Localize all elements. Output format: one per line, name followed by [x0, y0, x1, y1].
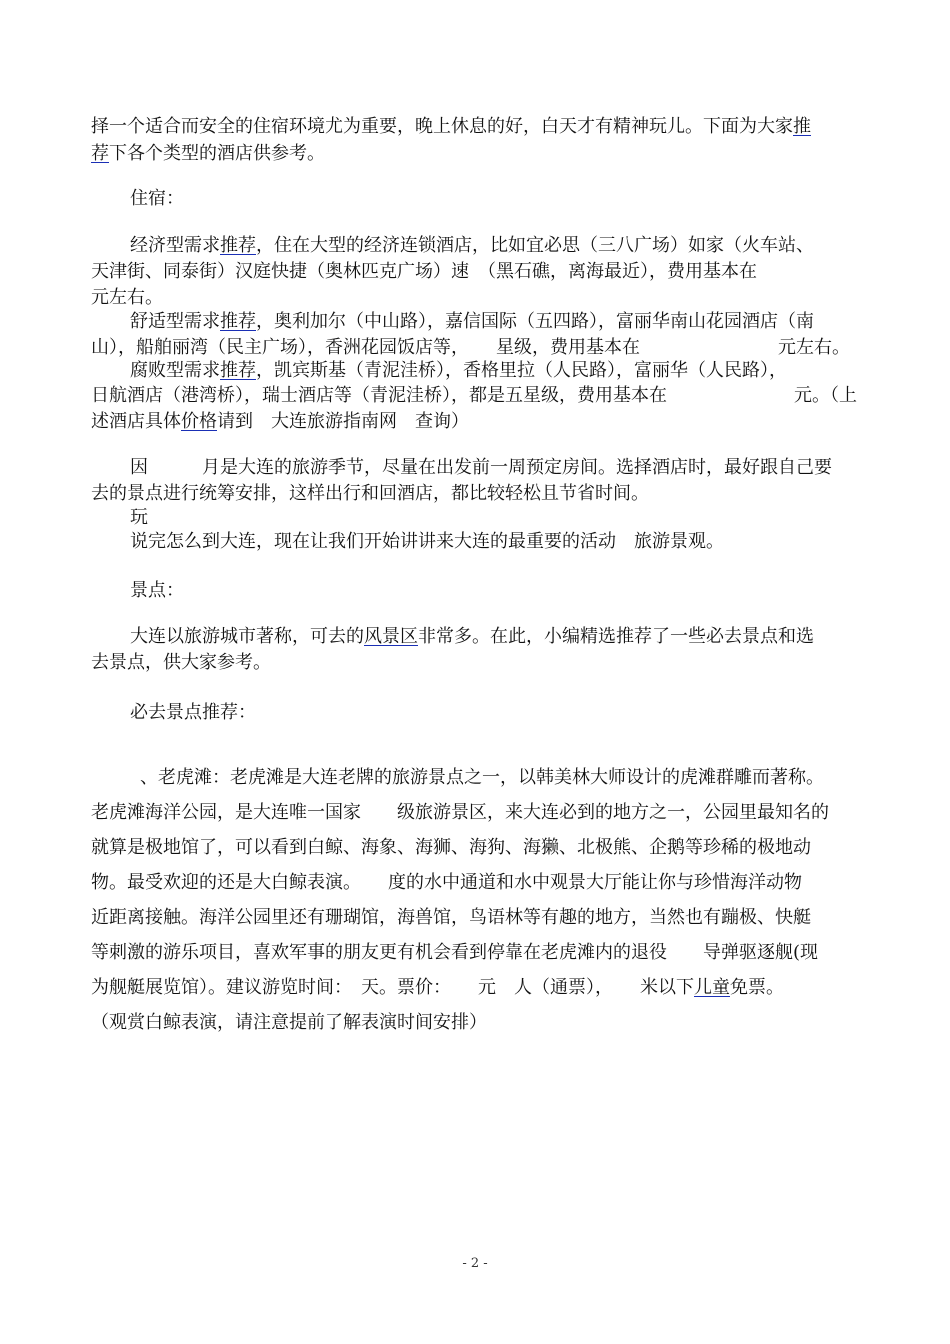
intro-line-2: 荐下各个类型的酒店供参考。 [91, 143, 325, 164]
economy-line-2: 天津街、同泰街）汉庭快捷（奥林匹克广场）速 （黑石礁，离海最近），费用基本在 [91, 261, 757, 282]
recommend-link[interactable]: 荐 [91, 143, 109, 164]
recommend-link[interactable]: 推荐 [220, 235, 256, 256]
tiger-beach-line-3: 就算是极地馆了，可以看到白鲸、海象、海狮、海狗、海獭、北极熊、企鹅等珍稀的极地动 [91, 837, 811, 858]
play-heading: 玩 [130, 507, 148, 528]
spots-line-1: 大连以旅游城市著称，可去的风景区非常多。在此，小编精选推荐了一些必去景点和选 [130, 626, 814, 647]
season-line-1: 因 月是大连的旅游季节，尽量在出发前一周预定房间。选择酒店时，最好跟自己要 [130, 457, 832, 478]
page-number: - 2 - [462, 1256, 488, 1271]
comfort-line-2b: 元左右。 [778, 337, 850, 358]
recommend-link[interactable]: 推 [793, 116, 811, 137]
recommend-link[interactable]: 推荐 [220, 360, 256, 381]
economy-line-3: 元左右。 [91, 287, 163, 308]
scenic-area-link[interactable]: 风景区 [364, 626, 418, 647]
must-see-heading: 必去景点推荐： [130, 702, 256, 723]
economy-line-1: 经济型需求推荐，住在大型的经济连锁酒店，比如宜必思（三八广场）如家（火车站、 [130, 235, 814, 256]
tiger-beach-line-7: 为舰艇展览馆）。建议游览时间： 天。票价： 元 人（通票）， 米以下儿童免票。 [91, 977, 784, 998]
spots-heading: 景点： [130, 580, 184, 601]
play-intro: 说完怎么到大连，现在让我们开始讲讲来大连的最重要的活动 旅游景观。 [130, 531, 724, 552]
luxury-line-3: 述酒店具体价格请到 大连旅游指南网 查询） [91, 411, 469, 432]
spots-line-2: 去景点，供大家参考。 [91, 652, 271, 673]
tiger-beach-line-6: 等刺激的游乐项目，喜欢军事的朋友更有机会看到停靠在老虎滩内的退役 导弹驱逐舰(现 [91, 942, 819, 963]
tiger-beach-line-2: 老虎滩海洋公园，是大连唯一国家 级旅游景区，来大连必到的地方之一，公园里最知名的 [91, 802, 829, 823]
children-link[interactable]: 儿童 [694, 977, 730, 998]
price-link[interactable]: 价格 [181, 411, 217, 432]
season-line-2: 去的景点进行统筹安排，这样出行和回酒店，都比较轻松且节省时间。 [91, 483, 649, 504]
comfort-line-2a: 山），船舶丽湾（民主广场），香洲花园饭店等， 星级，费用基本在 [91, 337, 640, 358]
intro-line-1: 择一个适合而安全的住宿环境尤为重要，晚上休息的好，白天才有精神玩儿。下面为大家推 [91, 116, 811, 137]
tiger-beach-line-5: 近距离接触。海洋公园里还有珊瑚馆，海兽馆，鸟语林等有趣的地方，当然也有蹦极、快艇 [91, 907, 811, 928]
comfort-line-1: 舒适型需求推荐，奥利加尔（中山路），嘉信国际（五四路），富丽华南山花园酒店（南 [130, 311, 814, 332]
tiger-beach-line-4: 物。最受欢迎的还是大白鲸表演。 度的水中通道和水中观景大厅能让你与珍惜海洋动物 [91, 872, 802, 893]
luxury-line-1: 腐败型需求推荐，凯宾斯基（青泥洼桥），香格里拉（人民路），富丽华（人民路）， [130, 360, 787, 381]
luxury-line-2a: 日航酒店（港湾桥），瑞士酒店等（青泥洼桥），都是五星级，费用基本在 [91, 385, 667, 406]
luxury-line-2b: 元。（上 [794, 385, 857, 406]
lodging-heading: 住宿： [130, 188, 184, 209]
recommend-link[interactable]: 推荐 [220, 311, 256, 332]
tiger-beach-line-8: （观赏白鲸表演，请注意提前了解表演时间安排） [91, 1012, 487, 1033]
tiger-beach-line-1: 、老虎滩：老虎滩是大连老牌的旅游景点之一，以韩美林大师设计的虎滩群雕而著称。 [140, 767, 824, 788]
